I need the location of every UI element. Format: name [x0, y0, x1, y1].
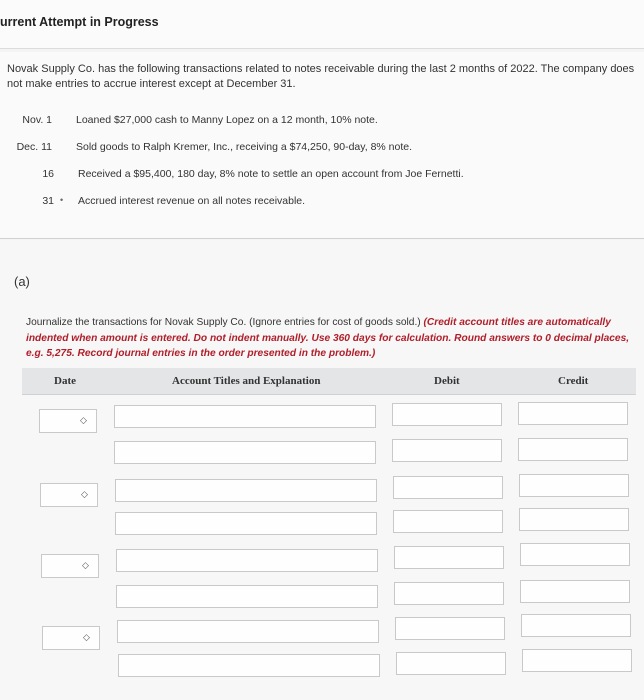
- credit-amount-input[interactable]: [518, 438, 628, 461]
- part-a-label: (a): [14, 274, 30, 289]
- credit-amount-input[interactable]: [521, 614, 631, 637]
- account-title-input[interactable]: [117, 620, 379, 643]
- debit-amount-input[interactable]: [393, 476, 503, 499]
- up-down-chevron-icon: ◇: [83, 632, 90, 642]
- transaction-date: Nov. 1: [22, 114, 52, 126]
- date-column-header: Date: [54, 375, 76, 387]
- debit-column-header: Debit: [434, 375, 460, 387]
- account-title-input[interactable]: [116, 549, 378, 572]
- transaction-text: Received a $95,400, 180 day, 8% note to settle an open account from Joe Fernetti.: [78, 168, 464, 180]
- debit-amount-input[interactable]: [392, 403, 502, 426]
- debit-amount-input[interactable]: [394, 546, 504, 569]
- debit-amount-input[interactable]: [393, 510, 503, 533]
- credit-column-header: Credit: [558, 375, 589, 387]
- account-title-input[interactable]: [114, 441, 376, 464]
- transaction-date: 16: [42, 168, 54, 180]
- date-select[interactable]: [40, 483, 98, 507]
- date-select[interactable]: [41, 554, 99, 578]
- problem-statement: [0, 52, 644, 239]
- up-down-chevron-icon: ◇: [81, 489, 88, 499]
- debit-amount-input[interactable]: [394, 582, 504, 605]
- problem-intro: Novak Supply Co. has the following transactions related to notes receivable during the last 2 months of 2022. The company does not make entries to accrue interest except at December 31.: [7, 63, 635, 90]
- top-bar: [0, 0, 644, 49]
- transaction-text: Loaned $27,000 cash to Manny Lopez on a 12 month, 10% note.: [76, 114, 378, 126]
- up-down-chevron-icon: ◇: [80, 415, 87, 425]
- instructions-emphasis: (Credit account titles are automatically indented when amount is entered. Do not indent manually. Use 360 days for calculation. Round answers to 0 decimal places, e.g. 5,275. Record journal entries in the order presented in the problem.): [26, 317, 630, 359]
- debit-amount-input[interactable]: [396, 652, 506, 675]
- credit-amount-input[interactable]: [519, 474, 629, 497]
- debit-amount-input[interactable]: [392, 439, 502, 462]
- credit-amount-input[interactable]: [522, 649, 632, 672]
- account-title-input[interactable]: [115, 512, 377, 535]
- account-column-header: Account Titles and Explanation: [172, 375, 321, 387]
- account-title-input[interactable]: [114, 405, 376, 428]
- account-title-input[interactable]: [118, 654, 380, 677]
- attempt-status-title: urrent Attempt in Progress: [0, 15, 159, 29]
- part-a-section: [0, 240, 644, 700]
- bullet-dot-icon: •: [60, 195, 64, 205]
- date-select[interactable]: [42, 626, 100, 650]
- journal-table-header: [22, 368, 636, 395]
- credit-amount-input[interactable]: [518, 402, 628, 425]
- date-select[interactable]: [39, 409, 97, 433]
- part-a-instructions: [26, 315, 638, 362]
- debit-amount-input[interactable]: [395, 617, 505, 640]
- credit-amount-input[interactable]: [520, 543, 630, 566]
- up-down-chevron-icon: ◇: [82, 560, 89, 570]
- transaction-text: Accrued interest revenue on all notes receivable.: [78, 195, 306, 207]
- credit-amount-input[interactable]: [520, 580, 630, 603]
- instructions-text: Journalize the transactions for Novak Supply Co. (Ignore entries for cost of goods sold.): [26, 317, 421, 328]
- account-title-input[interactable]: [115, 479, 377, 502]
- transaction-date: 31: [42, 195, 54, 207]
- transaction-date: Dec. 11: [16, 141, 52, 153]
- credit-amount-input[interactable]: [519, 508, 629, 531]
- transaction-text: Sold goods to Ralph Kremer, Inc., receiving a $74,250, 90-day, 8% note.: [76, 141, 413, 153]
- account-title-input[interactable]: [116, 585, 378, 608]
